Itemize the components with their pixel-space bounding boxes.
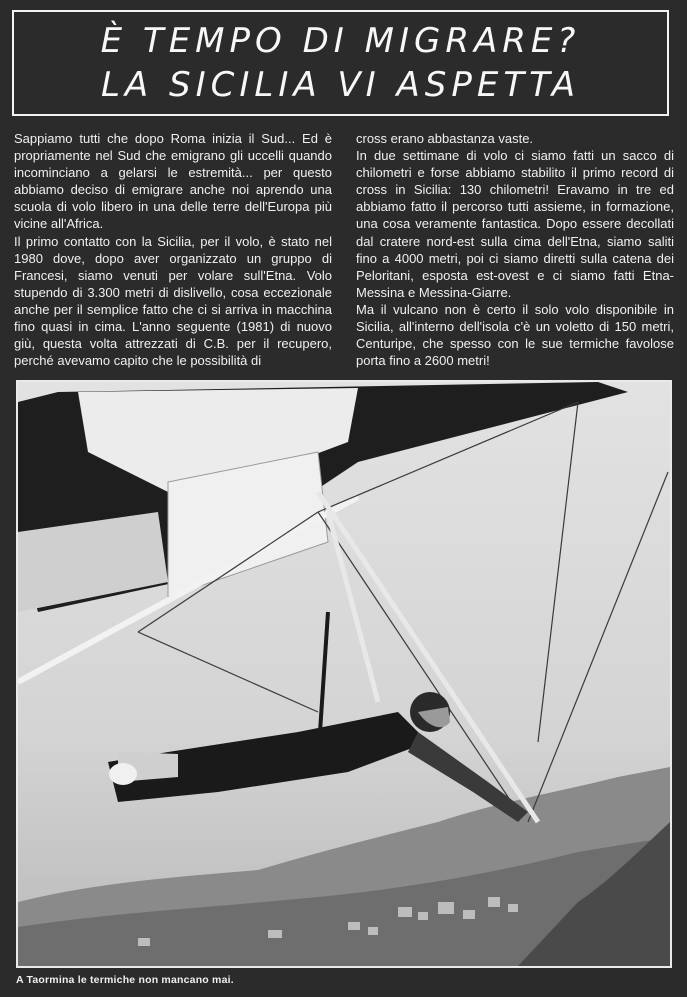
paragraph: Il primo contatto con la Sicilia, per il volo, è stato nel 1980 dove, dopo aver organizzato un gruppo di Francesi, siamo venuti per volare sull'Etna. Volo stupendo di 3.300 metri di dislivello, cosa eccezionale anche per il semplice fatto che ci si arriva in macchina fino quasi in cima. L'anno seguente (1981) di nuovo giù, questa volta attrezzati di C.B. per il recupero, perché avevamo capito che le possibilità di — [14, 233, 332, 369]
paragraph: In due settimane di volo ci siamo fatti un sacco di chilometri e forse abbiamo stabilito il primo record di cross in Sicilia: 130 chilometri! Eravamo in tre ed abbiamo fatto il percorso tutti assieme, in formazione, una cosa veramente fantastica. Dopo essere decollati dal cratere nord-est sulla cima dell'Etna, siamo saliti fino a 4000 metri, poi ci siamo diretti sulla catena dei Peloritani, esposta est-ovest e ci siamo fatti Etna-Messina e Messina-Giarre. — [356, 148, 674, 300]
paragraph: cross erano abbastanza vaste. — [356, 131, 534, 146]
article-column-right — [356, 130, 674, 376]
hang-glider-illustration — [18, 382, 670, 966]
photo-caption: A Taormina le termiche non mancano mai. — [16, 974, 234, 986]
pilot-shoe — [109, 763, 137, 785]
headline-line-1: È TEMPO DI MIGRARE? — [100, 21, 581, 61]
headline-box — [12, 10, 669, 116]
paragraph: Ma il vulcano non è certo il solo volo disponibile in Sicilia, all'interno dell'isola c'è un voletto di 150 metri, Centuripe, che spesso con le sue termiche favolose porta fino a 2600 metri! — [356, 301, 674, 369]
article-column-left — [14, 130, 332, 376]
paragraph: Sappiamo tutti che dopo Roma inizia il Sud... Ed è propriamente nel Sud che emigrano gli uccelli quando incominciano a gelarsi le estremità... per questo abbiamo deciso di emigrare anche noi aprendo una scuola di volo libero in una delle terre dell'Europa più vicine all'Africa. — [14, 131, 332, 232]
article-columns — [14, 130, 674, 376]
hang-glider-photo — [16, 380, 672, 968]
headline-line-2: LA SICILIA VI ASPETTA — [100, 65, 581, 105]
